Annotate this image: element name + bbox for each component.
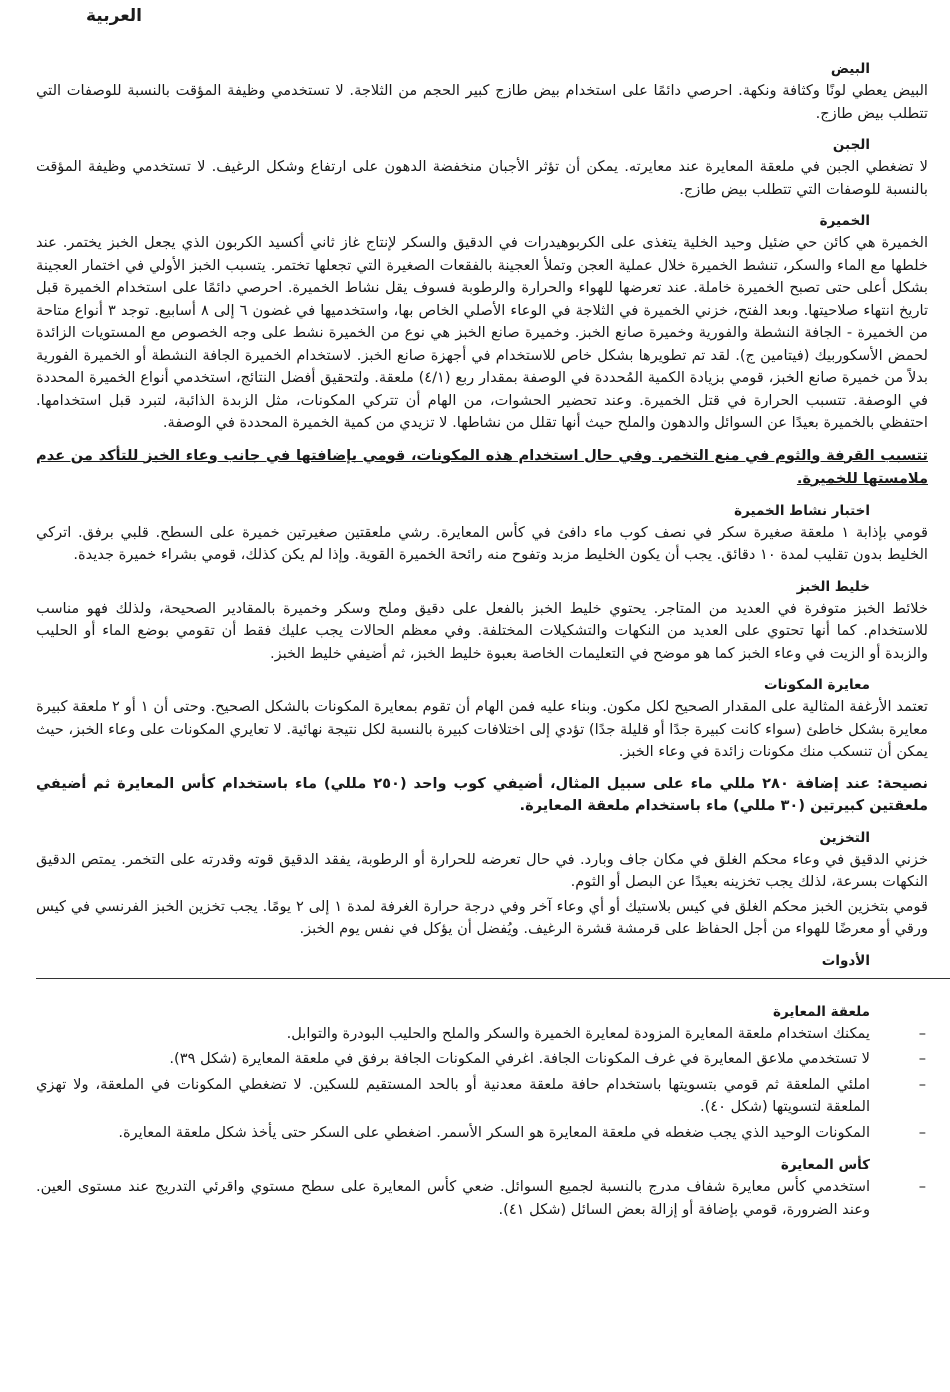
section-heading: الخميرة	[819, 213, 870, 229]
tip-note: نصيحة: عند إضافة ٢٨٠ مللي ماء على سبيل المثال، أضيفي كوب واحد (٢٥٠ مللي) ماء باستخدام كأس المعايرة ثم أضيفي ملعقتين كبيرتين (٣٠ مللي) ماء باستخدام ملعقة المعايرة.	[36, 774, 928, 814]
tools-heading: الأدوات	[821, 952, 870, 969]
section-eggs	[36, 58, 928, 125]
language-label: العربية	[86, 6, 143, 26]
section-paragraph: خزني الدقيق في وعاء محكم الغلق في مكان جاف وبارد. في حال تعرضه للحرارة أو الرطوبة، يفقد الدقيق قوته وقدرته على التخمر. يمتص الدقيق النكهات بسرعة، لذلك يجب تخزينه بعيدًا عن البصل أو الثوم.	[36, 850, 928, 890]
bullet-list	[36, 1176, 928, 1221]
warning-note: تتسبب القرفة والثوم في منع التخمر. وفي حال استخدام هذه المكونات، قومي بإضافتها في جانب وعاء الخبز للتأكد من عدم ملامستها للخميرة.	[36, 446, 928, 487]
list-item: – المكونات الوحيد الذي يجب ضغطه في ملعقة المعايرة هو السكر الأسمر. اضغطي على السكر حتى يأخذ شكل ملعقة المعايرة.	[36, 1122, 928, 1145]
section-measuring-cup	[36, 1154, 928, 1221]
section-paragraph: تعتمد الأرغفة المثالية على المقدار الصحيح لكل مكون. وبناء عليه فمن الهام أن تقوم بمعايرة المكونات بالشكل الصحيح. وحتى أن ١ أو ٢ ملعقة كبيرة معايرة بشكل خاطئ (سواء كانت كبيرة جدًا أو قليلة جدًا) تؤدي إلى اختلافات كبيرة بالنسبة لكل نتيجة نهائية. لا تعايري المكونات على وعاء الخبز، حيث يمكن أن تنسكب منك مكونات زائدة في وعاء الخبز.	[36, 698, 928, 760]
list-item: – املئي الملعقة ثم قومي بتسويتها باستخدام حافة ملعقة معدنية أو بالحد المستقيم للسكين. لا تضغطي المكونات في الملعقة، ولا تهزي الملعقة لتسويتها (شكل ٤٠).	[36, 1074, 928, 1119]
bullet-list	[36, 1023, 928, 1145]
section-paragraph: قومي بتخزين الخبز محكم الغلق في كيس بلاستيك أو أي وعاء آخر وفي درجة حرارة الغرفة لمدة ١ إلى ٢ يومًا. يجب تخزين الخبز الفرنسي في كيس ورقي أو معرضًا للهواء من أجل الحفاظ على قرمشة قشرة الرغيف. ويُفضل أن يؤكل في نفس يوم الخبز.	[36, 897, 929, 937]
section-yeast-test	[36, 500, 928, 567]
subsection-heading: كأس المعايرة	[780, 1157, 870, 1173]
section-heading: التخزين	[819, 829, 870, 846]
section-heading: الجبن	[832, 137, 870, 153]
section-heading: البيض	[830, 61, 870, 77]
section-yeast	[36, 210, 928, 435]
section-paragraph: خلائط الخبز متوفرة في العديد من المتاجر. يحتوي خليط الخبز بالفعل على دقيق وملح وسكر وخميرة بالمقادير الصحيحة، ولذلك فهو مناسب للاستخدام. كما أنها تحتوي على العديد من النكهات والتشكيلات المختلفة. وفي معظم الحالات يجب عليك فقط أن تقومي بوضع الماء أو الحليب والزبدة أو الزيت في وعاء الخبز كما هو موضح في التعليمات الخاصة بعبوة خليط الخبز، ثم أضيفي خليط الخبز.	[36, 599, 928, 662]
section-paragraph: الخميرة هي كائن حي ضئيل وحيد الخلية يتغذى على الكربوهيدرات في الدقيق والسكر لإنتاج غاز ثاني أكسيد الكربون الذي يجعل الخبز يختمر. عند خلطها مع الماء والسكر، تنشط الخميرة خلال عملية العجن وتملأ العجينة بالفقعات الصغيرة التي تجعلها تختمر. يتسبب الخبز الأولي في اختمار العجينة بشكل أعلى حتى تصبح الخميرة خاملة. عند تعرضها للهواء والحرارة والرطوبة فسوف يقل نشاط الخميرة. احرصي دائمًا على استخدام الخميرة قبل تاريخ انتهاء صلاحيتها. وبعد الفتح، خزني الخميرة في الثلاجة في الوعاء الأصلي الخاص بها، واستخدميها في غضون ٦ إلى ٨ أسابيع. توجد ٣ أنواع متاحة من الخميرة - الجافة النشطة والفورية وخميرة صانع الخبز. وخميرة صانع الخبز هي نوع من الخميرة نشط على وجه الخصوص مع المستويات الزائدة لحمض الأسكوربيك (فيتامين ج). لقد تم تطويرها بشكل خاص للاستخدام في أجهزة صانع الخبز. لاستخدام الخميرة الجافة النشطة أو الخميرة الفورية بدلاً من خميرة صانع الخبز، قومي بزيادة الكمية المُحددة في الوصفة بمقدار ربع (٤/١) ملعقة. ولتحقيق أفضل النتائج، استخدمي أنواع الخميرة المحددة في الوصفة. تتسبب الحرارة في قتل الخميرة. وعند تحضير الحشوات، من الهام أن تتركي المكونات، مثل الزبدة الذائبة، لتبرد قبل استخدامها. احتفظي بالخميرة بعيدًا عن السوائل والدهون والملح حيث أنها تقلل من نشاطها. لا تزيدي من كمية الخميرة المحددة في الوصفة.	[36, 234, 929, 431]
section-paragraph: البيض يعطي لونًا وكثافة ونكهة. احرصي دائمًا على استخدام بيض طازج كبير الحجم من الثلاجة. لا تستخدمي وظيفة المؤقت بالنسبة للوصفات التي تتطلب بيض طازج.	[36, 82, 928, 122]
section-paragraph: لا تضغطي الجبن في ملعقة المعايرة عند معايرته. يمكن أن تؤثر الأجبان منخفضة الدهون على ارتفاع وشكل الرغيف. لا تستخدمي وظيفة المؤقت بالنسبة للوصفات التي تتطلب بيض طازج.	[36, 158, 928, 198]
subsection-heading: ملعقة المعايرة	[773, 1003, 870, 1020]
section-measuring	[36, 674, 928, 764]
section-measuring-spoon	[36, 1001, 928, 1145]
section-cheese	[36, 134, 928, 201]
section-bread-mix	[36, 576, 928, 666]
section-heading: اختبار نشاط الخميرة	[734, 502, 870, 519]
section-storage	[36, 827, 928, 941]
list-item: – يمكنك استخدام ملعقة المعايرة المزودة لمعايرة الخميرة والسكر والملح والحليب البودرة والتوابل.	[36, 1023, 928, 1046]
section-paragraph: قومي بإذابة ١ ملعقة صغيرة سكر في نصف كوب ماء دافئ في كأس المعايرة. رشي ملعقتين صغيرتين خميرة على السطح. قلبي برفق. اتركي الخليط بدون تقليب لمدة ١٠ دقائق. يجب أن يكون الخليط مزبد وتفوح منه رائحة الخميرة القوية. وإذا لم يكن كذلك، قومي بشراء خميرة جديدة.	[36, 523, 928, 563]
list-item: – لا تستخدمي ملاعق المعايرة في غرف المكونات الجافة. اغرفي المكونات الجافة برفق في ملعقة المعايرة (شكل ٣٩).	[36, 1048, 928, 1071]
list-item: – استخدمي كأس معايرة شفاف مدرج بالنسبة لجميع السوائل. ضعي كأس المعايرة على سطح مستوي واقرئي التدريج عند مستوى العين. وعند الضرورة، قومي بإضافة أو إزالة بعض السائل (شكل ٤١).	[36, 1176, 928, 1221]
section-heading: خليط الخبز	[796, 578, 870, 595]
page-content	[36, 58, 928, 1231]
section-heading: معايرة المكونات	[764, 677, 870, 693]
section-divider	[36, 978, 950, 979]
